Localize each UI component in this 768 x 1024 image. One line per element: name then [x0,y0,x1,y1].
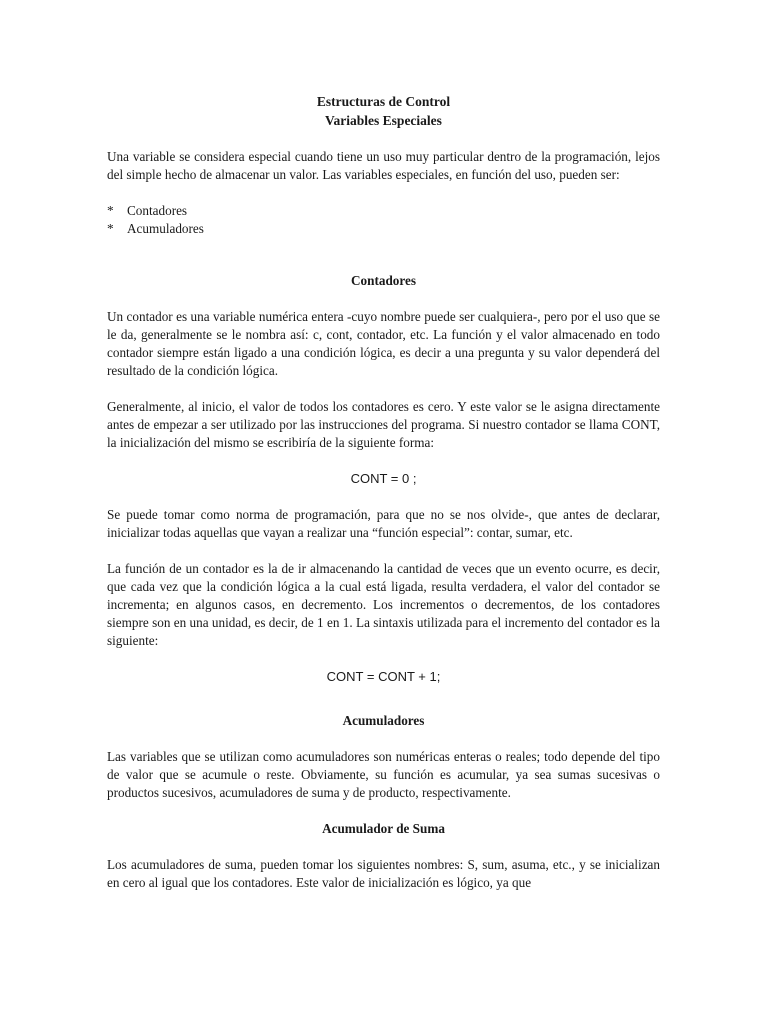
acumuladores-paragraph-1: Las variables que se utilizan como acumuladores son numéricas enteras o reales; todo depende del tipo de valor que se acumule o reste. Obviamente, su función es acumular, ya sea sumas sucesivas o productos sucesivos, acumuladores de suma y de producto, respectivamente. [107,749,660,800]
list-item [107,220,660,238]
document-title: Estructuras de Control [316,94,451,109]
acumulador-suma-paragraph-1: Los acumuladores de suma, pueden tomar los siguientes nombres: S, sum, asuma, etc., y se inicializan en cero al igual que los contadores. Este valor de inicialización es lógico, ya que [107,857,660,890]
special-variables-list [107,202,660,238]
document-subtitle: Variables Especiales [325,113,442,128]
list-item-label: Contadores [127,203,188,218]
list-item-label: Acumuladores [127,221,204,236]
section-heading-contadores: Contadores [351,273,416,288]
section-heading-acumulador-suma: Acumulador de Suma [322,821,445,836]
contadores-paragraph-2: Generalmente, al inicio, el valor de todos los contadores es cero. Y este valor se le asigna directamente antes de empezar a ser utilizado por las instrucciones del programa. Si nuestro contador se llama CONT, la inicialización del mismo se escribiría de la siguiente forma: [107,399,660,450]
formula-increment: CONT = CONT + 1; [326,669,441,684]
contadores-paragraph-3: Se puede tomar como norma de programación, para que no se nos olvide-, que antes de declarar, inicializar todas aquellas que vayan a realizar una “función especial”: contar, sumar, etc. [107,507,660,540]
document-body [107,92,660,892]
bullet-marker: * [107,203,114,218]
list-item [107,202,660,220]
contadores-paragraph-4: La función de un contador es la de ir almacenando la cantidad de veces que un evento ocurre, es decir, que cada vez que la condición lógica a la cual está ligada, resulta verdadera, el valor del contador se incrementa; en algunos casos, en decremento. Los incrementos o decrementos, de los contadores siempre son en una unidad, es decir, de 1 en 1. La sintaxis utilizada para el incremento del contador es la siguiente: [107,561,660,648]
intro-paragraph: Una variable se considera especial cuando tiene un uso muy particular dentro de la programación, lejos del simple hecho de almacenar un valor. Las variables especiales, en función del uso, pueden ser: [107,149,660,182]
contadores-paragraph-1: Un contador es una variable numérica entera -cuyo nombre puede ser cualquiera-, pero por el uso que se le da, generalmente se le nombra así: c, cont, contador, etc. La función y el valor almacenado en todo contador siempre están ligado a una condición lógica, es decir a una pregunta y su valor dependerá del resultado de la condición lógica. [107,309,660,378]
bullet-marker: * [107,221,114,236]
section-heading-acumuladores: Acumuladores [342,713,425,728]
formula-init: CONT = 0 ; [350,471,417,486]
